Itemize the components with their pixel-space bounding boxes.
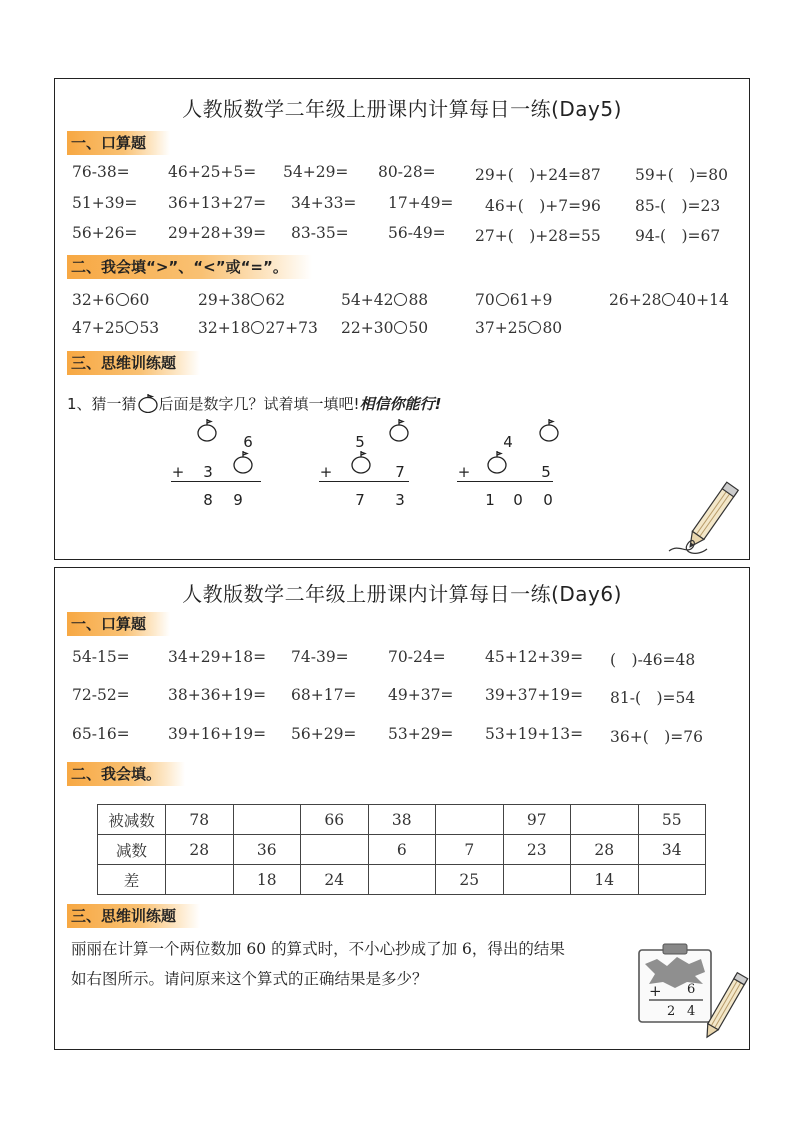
oral-item: 17+49= [388, 194, 454, 212]
page-title-day6: 人教版数学二年级上册课内计算每日一练(Day6) [182, 582, 622, 606]
compare-circle[interactable] [394, 321, 407, 334]
table-cell[interactable]: 55 [638, 805, 706, 835]
compare-circle[interactable] [496, 293, 509, 306]
compare-item: 70 61+9 [475, 291, 553, 309]
table-cell[interactable]: 36 [233, 835, 301, 865]
puzzle-result-digit: 1 [485, 491, 495, 509]
table-cell[interactable]: 34 [638, 835, 706, 865]
apple-icon [537, 417, 561, 443]
table-cell[interactable]: 18 [233, 865, 301, 895]
table-cell[interactable]: 6 [368, 835, 436, 865]
table-row [98, 835, 706, 865]
oral-item: 53+19+13= [485, 725, 584, 743]
sum-line [457, 481, 553, 482]
apple-icon [349, 449, 373, 475]
table-cell[interactable]: 38 [368, 805, 436, 835]
table-cell[interactable]: 14 [571, 865, 639, 895]
table-cell[interactable]: 78 [166, 805, 234, 835]
section-oral-day6: 一、口算题 [67, 612, 170, 636]
sum-line [171, 481, 261, 482]
table-cell[interactable] [301, 835, 369, 865]
table-cell[interactable]: 25 [436, 865, 504, 895]
compare-item: 54+42 88 [341, 291, 429, 309]
oral-item: 51+39= [72, 194, 138, 212]
word-problem-line-2: 如右图所示。请问原来这个算式的正确结果是多少？ [71, 970, 428, 988]
table-cell[interactable] [166, 865, 234, 895]
puzzle-result-digit: 0 [513, 491, 523, 509]
oral-item: 94-( )=67 [635, 227, 721, 245]
compare-circle[interactable] [251, 321, 264, 334]
oral-item: 27+( )+28=55 [475, 227, 601, 245]
table-cell[interactable]: 24 [301, 865, 369, 895]
question-1-text: 后面是数字几？试着填一填吧! [158, 395, 360, 413]
subtraction-table [97, 804, 706, 895]
compare-circle[interactable] [662, 293, 675, 306]
compare-item: 32+6 60 [72, 291, 150, 309]
oral-item: 36+( )=76 [610, 728, 704, 746]
puzzle-result-digit: 3 [395, 491, 405, 509]
pencil-icon [695, 966, 749, 1042]
worksheet-day6 [54, 567, 750, 1050]
puzzle-addend-digit: 7 [395, 463, 405, 481]
oral-item: 29+( )+24=87 [475, 166, 601, 184]
clipboard-result-digit: 2 [667, 1004, 676, 1019]
oral-item: 74-39= [291, 648, 349, 666]
question-1 [67, 393, 441, 414]
puzzle-top-digit: 5 [355, 433, 365, 451]
oral-item: 80-28= [378, 163, 436, 181]
oral-item: 46+( )+7=96 [485, 197, 601, 215]
row-label-minuend: 被减数 [98, 805, 166, 835]
table-cell[interactable] [436, 805, 504, 835]
section-fill-day6: 二、我会填。 [67, 762, 185, 786]
sum-line [319, 481, 409, 482]
plus-sign: + [649, 982, 662, 1000]
table-cell[interactable] [638, 865, 706, 895]
page-title-day5: 人教版数学二年级上册课内计算每日一练(Day5) [182, 97, 622, 121]
pencil-icon [665, 473, 749, 559]
puzzle-top-digit: 6 [243, 433, 253, 451]
compare-circle[interactable] [394, 293, 407, 306]
oral-item: 34+33= [291, 194, 357, 212]
oral-item: 46+25+5= [168, 163, 257, 181]
puzzle-3 [453, 413, 583, 513]
oral-item: 39+37+19= [485, 686, 584, 704]
compare-item: 29+38 62 [198, 291, 286, 309]
puzzle-2 [313, 413, 423, 513]
compare-circle[interactable] [251, 293, 264, 306]
table-cell[interactable]: 28 [571, 835, 639, 865]
oral-item: 83-35= [291, 224, 349, 242]
puzzle-result-digit: 7 [355, 491, 365, 509]
compare-circle[interactable] [528, 321, 541, 334]
question-1-emphasis: 相信你能行! [359, 395, 442, 413]
compare-circle[interactable] [125, 321, 138, 334]
table-row [98, 865, 706, 895]
oral-item: 39+16+19= [168, 725, 267, 743]
oral-item: 38+36+19= [168, 686, 267, 704]
compare-item: 32+18 27+73 [198, 319, 318, 337]
oral-item: 29+28+39= [168, 224, 267, 242]
puzzle-result-digit: 0 [543, 491, 553, 509]
clipboard-result-digit: 4 [687, 1004, 696, 1019]
table-cell[interactable] [503, 865, 571, 895]
puzzle-result-digit: 9 [233, 491, 243, 509]
clipboard-addend: 6 [687, 982, 696, 997]
table-cell[interactable]: 97 [503, 805, 571, 835]
compare-circle[interactable] [116, 293, 129, 306]
table-cell[interactable]: 7 [436, 835, 504, 865]
oral-item: 45+12+39= [485, 648, 584, 666]
table-cell[interactable]: 23 [503, 835, 571, 865]
plus-sign: + [319, 463, 333, 481]
compare-item: 22+30 50 [341, 319, 429, 337]
table-cell[interactable] [571, 805, 639, 835]
compare-item: 37+25 80 [475, 319, 563, 337]
table-cell[interactable] [368, 865, 436, 895]
oral-item: 36+13+27= [168, 194, 267, 212]
puzzle-result-digit: 8 [203, 491, 213, 509]
puzzle-1 [165, 413, 275, 513]
apple-icon [195, 417, 219, 443]
puzzle-addend-digit: 3 [203, 463, 213, 481]
apple-icon [387, 417, 411, 443]
oral-item: 70-24= [388, 648, 446, 666]
oral-item: 49+37= [388, 686, 454, 704]
word-problem [71, 934, 631, 994]
table-cell[interactable] [233, 805, 301, 835]
oral-item: 56+29= [291, 725, 357, 743]
oral-item: 85-( )=23 [635, 197, 721, 215]
question-1-prefix: 1、猜一猜 [67, 395, 137, 413]
oral-item: 53+29= [388, 725, 454, 743]
puzzle-addend-digit: 5 [541, 463, 551, 481]
section-thinking-day5: 三、思维训练题 [67, 351, 200, 375]
oral-item: 34+29+18= [168, 648, 267, 666]
section-compare-day5: 二、我会填“>”、“<”或“=”。 [67, 255, 312, 279]
plus-sign: + [457, 463, 471, 481]
oral-item: 59+( )=80 [635, 166, 729, 184]
compare-item: 26+28 40+14 [609, 291, 729, 309]
puzzle-top-digit: 4 [503, 433, 513, 451]
table-cell[interactable]: 28 [166, 835, 234, 865]
apple-icon [231, 449, 255, 475]
worksheet-day5 [54, 78, 750, 560]
oral-item: 68+17= [291, 686, 357, 704]
apple-icon [485, 449, 509, 475]
table-cell[interactable]: 66 [301, 805, 369, 835]
table-row [98, 805, 706, 835]
section-oral-day5: 一、口算题 [67, 131, 170, 155]
oral-item: 54+29= [283, 163, 349, 181]
oral-item: 54-15= [72, 648, 130, 666]
oral-item: 76-38= [72, 163, 130, 181]
row-label-subtrahend: 减数 [98, 835, 166, 865]
row-label-difference: 差 [98, 865, 166, 895]
section-thinking-day6: 三、思维训练题 [67, 904, 200, 928]
word-problem-line-1: 丽丽在计算一个两位数加 60 的算式时，不小心抄成了加 6，得出的结果 [71, 940, 565, 958]
oral-item: 56-49= [388, 224, 446, 242]
oral-item: ( )-46=48 [610, 651, 696, 669]
oral-item: 65-16= [72, 725, 130, 743]
plus-sign: + [171, 463, 185, 481]
compare-item: 47+25 53 [72, 319, 160, 337]
oral-item: 56+26= [72, 224, 138, 242]
apple-icon [137, 393, 159, 413]
oral-item: 81-( )=54 [610, 689, 696, 707]
oral-item: 72-52= [72, 686, 130, 704]
